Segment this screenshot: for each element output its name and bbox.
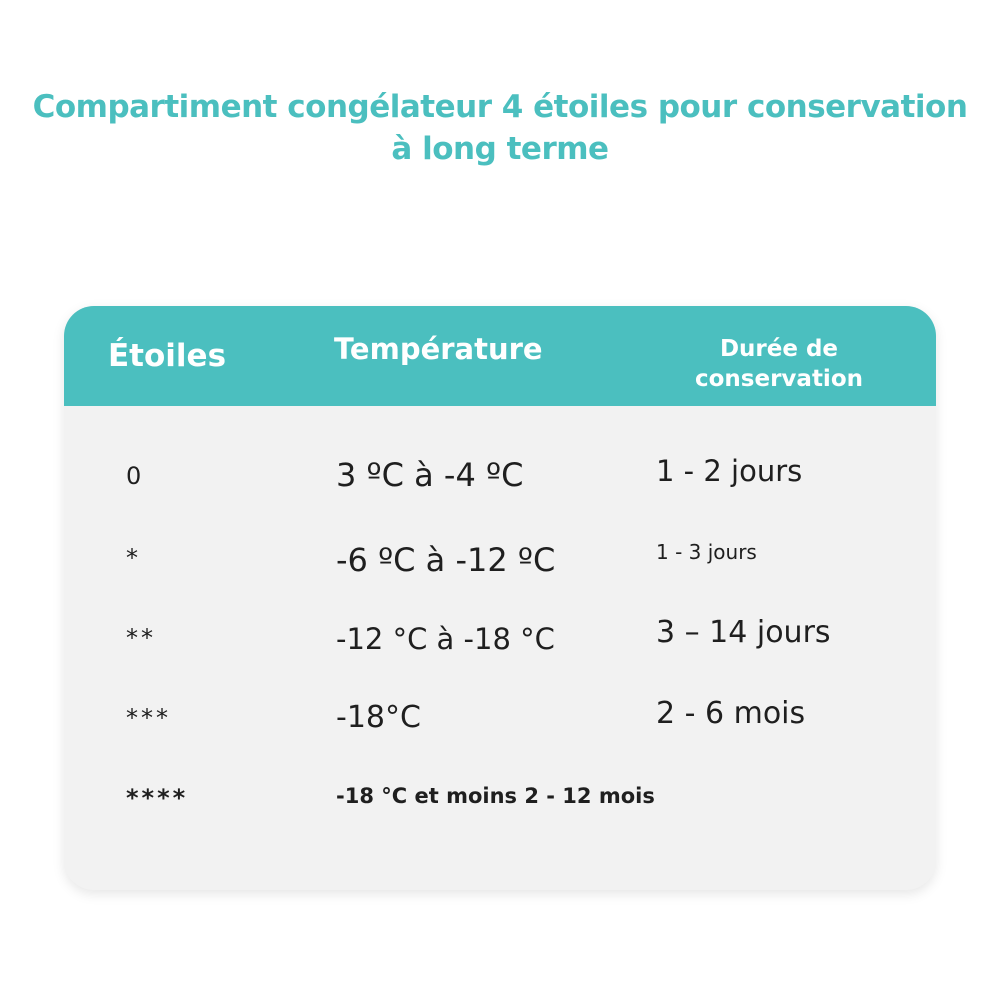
row-0-stars: 0 — [126, 462, 145, 490]
row-2-temperature: -12 °C à -18 °C — [336, 622, 555, 656]
row-2-stars: ** — [126, 624, 156, 652]
row-1-stars: * — [126, 544, 141, 572]
row-2-duration: 3 – 14 jours — [656, 615, 831, 650]
header-duration: Durée de conservation — [694, 336, 863, 392]
freezer-table — [64, 306, 936, 890]
row-1-temperature: -6 ºC à -12 ºC — [336, 541, 556, 579]
row-0-duration: 1 - 2 jours — [656, 454, 803, 488]
page-title: Compartiment congélateur 4 étoiles pour conservation à long terme — [32, 89, 968, 167]
header-temperature: Température — [334, 332, 543, 366]
row-3-temperature: -18°C — [336, 700, 421, 735]
header-stars: Étoiles — [108, 338, 227, 374]
row-0-temperature: 3 ºC à -4 ºC — [336, 456, 524, 494]
row-3-duration: 2 - 6 mois — [656, 696, 806, 731]
row-3-stars: *** — [126, 704, 171, 732]
row-1-duration: 1 - 3 jours — [656, 540, 757, 564]
row-4-temperature: -18 °C et moins 2 - 12 mois — [336, 784, 655, 808]
row-4-stars: **** — [126, 784, 189, 812]
table-header — [64, 306, 936, 406]
